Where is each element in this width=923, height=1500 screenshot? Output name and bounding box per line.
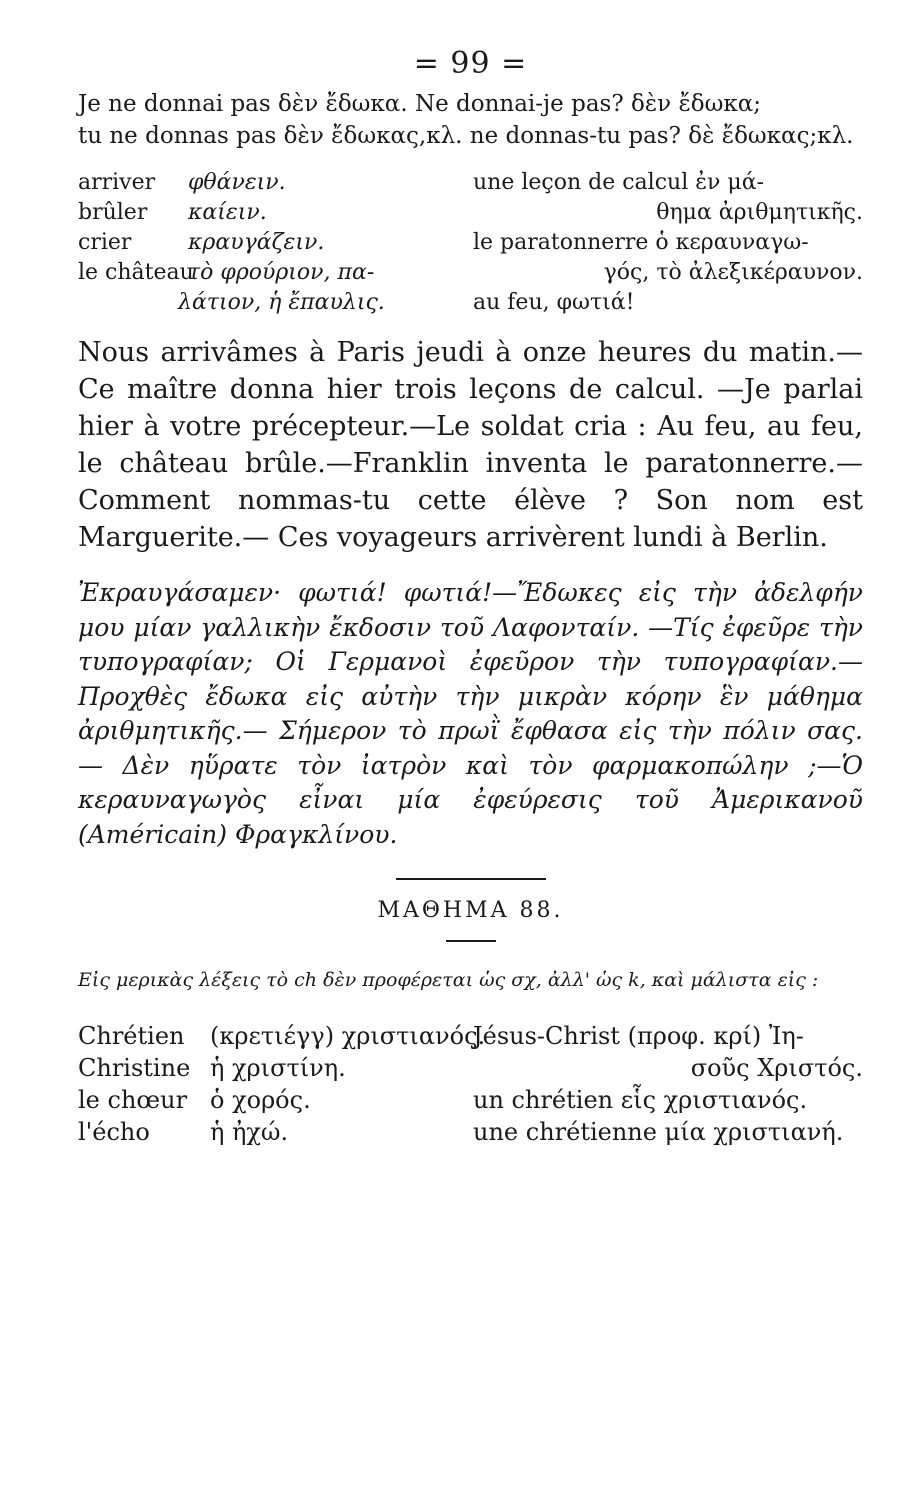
- vocab-entry: le paratonnerre ὁ κεραυναγω-: [473, 230, 809, 255]
- vocab-entry: Chrétien (κρετιέγγ) χριστιανός.: [78, 1022, 486, 1050]
- vocab-entry: crier κραυγάζειν.: [78, 230, 325, 255]
- vocab-entry: brûler καίειν.: [78, 200, 267, 225]
- vocabulary-2-left-column: [78, 1020, 486, 1148]
- vocab-entry: l'écho ἡ ἠχώ.: [78, 1118, 289, 1146]
- vocab-entry: au feu, φωτιά!: [473, 290, 635, 315]
- vocab-entry: une leçon de calcul ἐν μά-: [473, 170, 764, 195]
- vocab-entry: γός, τὸ ἀλεξικέραυνον.: [603, 260, 863, 285]
- french-exercise-paragraph: Nous arrivâmes à Paris jeudi à onze heures du matin.—Ce maître donna hier trois leçons de calcul. —Je parlai hier à votre précepteur.—Le soldat cria : Au feu, au feu, le château brûle.—Franklin inventa le paratonnerre.— Comment nommas-tu cette élève ? Son nom est Marguerite.— Ces voyageurs arrivèrent lundi à Berlin.: [78, 337, 863, 553]
- lesson-title: ΜΑΘΗΜΑ 88.: [377, 898, 564, 923]
- vocabulary-right-column: [473, 168, 863, 318]
- title-divider: [446, 940, 496, 942]
- page-number: = 99 =: [413, 46, 528, 81]
- vocabulary-2-right-column: [473, 1020, 863, 1148]
- vocab-entry: θημα ἀριθμητικῆς.: [656, 200, 863, 225]
- vocabulary-table-2: [78, 1020, 863, 1148]
- vocab-entry: le châteauτὸ φρούριον, πα-: [78, 260, 375, 285]
- vocab-entry: σοῦς Χριστός.: [690, 1054, 863, 1082]
- conjugation-line: Je ne donnai pas δὲν ἔδωκα. Ne donnai-je pas? δὲν ἔδωκα;: [78, 91, 762, 117]
- vocab-entry: le chœur ὁ χορός.: [78, 1086, 311, 1114]
- vocab-entry: arriver φθάνειν.: [78, 170, 286, 195]
- vocabulary-table: [78, 168, 863, 318]
- vocabulary-left-column: [78, 168, 473, 318]
- conjugation-block: [78, 88, 863, 152]
- greek-exercise-paragraph: Ἐκραυγάσαμεν· φωτιά! φωτιά!—Ἔδωκες εἰς τὴν ἀδελφήν μου μίαν γαλλικὴν ἔκδοσιν τοῦ Λαφονταίν. —Τίς ἐφεῦρε τὴν τυπογραφίαν; Οἱ Γερμανοὶ ἐφεῦρον τὴν τυπογραφίαν.—Προχθὲς ἔδωκα εἰς αὐτὴν τὴν μικρὰν κόρην ἓν μάθημα ἀριθμητικῆς.— Σήμερον τὸ πρωῒ ἔφθασα εἰς τὴν πόλιν σας. — Δὲν ηὕρατε τὸν ἰατρὸν καὶ τὸν φαρμακοπώλην ;—Ὁ κεραυναγωγὸς εἶναι μία ἐφεύρεσις τοῦ Ἀμερικανοῦ (Américain) Φραγκλίνου.: [78, 578, 863, 849]
- vocab-entry: λάτιον, ἡ ἔπαυλις.: [178, 290, 385, 315]
- vocab-entry: Christine ἡ χριστίνη.: [78, 1054, 346, 1082]
- conjugation-line: tu ne donnas pas δὲν ἔδωκας,κλ. ne donnas-tu pas? δὲ ἔδωκας;κλ.: [78, 123, 854, 149]
- section-divider: [396, 878, 546, 880]
- vocab-entry: une chrétienne μία χριστιανή.: [473, 1118, 844, 1146]
- vocab-entry: Jésus-Christ (προφ. κρί) Ἰη-: [473, 1022, 804, 1050]
- book-page: [78, 44, 863, 1148]
- vocab-entry: un chrétien εἷς χριστιανός.: [473, 1086, 808, 1114]
- pronunciation-note: Εἰς μερικὰς λέξεις τὸ ch δὲν προφέρεται ὡς σχ, ἀλλ' ὡς k, καὶ μάλιστα εἰς :: [78, 969, 819, 991]
